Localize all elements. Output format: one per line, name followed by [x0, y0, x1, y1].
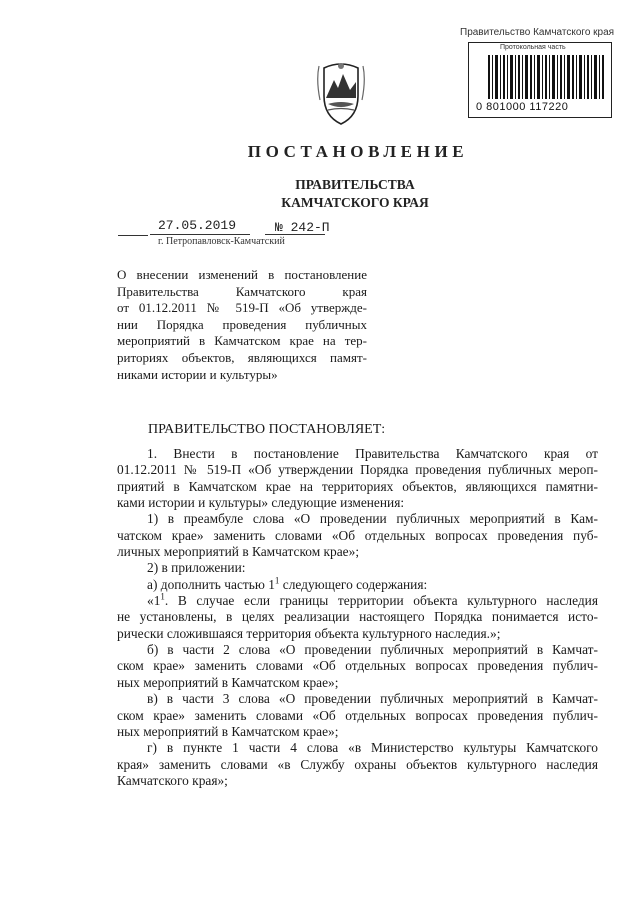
- document-subject: [117, 267, 367, 383]
- body-line: края» заменить словами «в Службу охраны объектов культурного наследия: [117, 756, 598, 772]
- divider: [118, 235, 148, 236]
- stamp-caption: Протокольная часть: [500, 44, 566, 51]
- body-line: чатском крае» заменить словами «Об отдельных вопросах проведения пуб-: [117, 527, 598, 543]
- body-line: в) в части 3 слова «О проведении публичных мероприятий в Камчат-: [147, 691, 598, 707]
- subject-line: риториях объектов, являющихся памят-: [117, 349, 367, 365]
- decree-heading: ПРАВИТЕЛЬСТВО ПОСТАНОВЛЯЕТ:: [148, 422, 386, 437]
- body-line: ных мероприятий в Камчатском крае»;: [117, 723, 339, 739]
- body-line: ском крае» заменить словами «Об отдельных вопросах проведения публич-: [117, 707, 598, 723]
- body-text: . В случае если границы территории объекта культурного наследия: [164, 593, 598, 609]
- barcode-number: 0 801000 117220: [476, 101, 569, 113]
- body-line: личных мероприятий в Камчатском крае»;: [117, 544, 360, 560]
- body-line: Камчатского края»;: [117, 772, 228, 788]
- superscript: 1: [274, 575, 280, 586]
- body-text: а) дополнить частью 1: [147, 576, 275, 592]
- body-line: ском крае» заменить словами «Об отдельных вопросах проведения публич-: [117, 658, 598, 674]
- body-line: 1) в преамбуле слова «О проведении публичных мероприятий в Кам-: [147, 511, 598, 527]
- subject-line: О внесении изменений в постановление: [117, 267, 367, 282]
- body-text: «1: [147, 593, 161, 609]
- body-line: [117, 593, 598, 609]
- government-name: [280, 176, 430, 212]
- city-name: г. Петропавловск-Камчатский: [158, 236, 285, 247]
- subject-line: Правительства Камчатского края: [117, 283, 367, 299]
- body-line: рически сложившаяся территория объекта культурного наследия.»;: [117, 625, 501, 641]
- subject-line: от 01.12.2011 № 519-П «Об утвержде-: [117, 300, 367, 316]
- body-text: следующего содержания:: [279, 576, 428, 592]
- superscript: 1: [160, 591, 165, 602]
- document-title: ПОСТАНОВЛЕНИЕ: [247, 142, 469, 161]
- body-line: г) в пункте 1 части 4 слова «в Министерство культуры Камчатского: [147, 740, 598, 756]
- subject-line: нии Порядка проведения публичных: [117, 316, 367, 332]
- body-line: ных мероприятий в Камчатском крае»;: [117, 674, 339, 690]
- body-line: [117, 577, 598, 593]
- subject-line: мероприятий в Камчатском крае на тер-: [117, 333, 367, 349]
- barcode: [488, 55, 606, 99]
- body-line: 2) в приложении:: [147, 560, 246, 576]
- body-line: приятий в Камчатском крае на территориях объектов, являющихся памятни-: [117, 478, 598, 494]
- body-line: 01.12.2011 № 519-П «Об утверждении Порядка проведения публичных мероп-: [117, 462, 598, 478]
- subject-line: никами истории и культуры»: [117, 366, 278, 382]
- divider: [265, 234, 325, 235]
- government-name-line1: ПРАВИТЕЛЬСТВА: [295, 177, 415, 192]
- body-line: 1. Внести в постановление Правительства Камчатского края от: [147, 446, 598, 461]
- government-label: Правительство Камчатского края: [460, 27, 615, 38]
- body-line: б) в части 2 слова «О проведении публичных мероприятий в Камчат-: [147, 642, 598, 658]
- body-line: ками истории и культуры» следующие изменения:: [117, 495, 405, 511]
- divider: [150, 234, 250, 235]
- coat-of-arms-icon: [316, 60, 366, 126]
- government-name-line2: КАМЧАТСКОГО КРАЯ: [281, 195, 429, 210]
- body-line: не установлены, в целях реализации настоящего Порядка понимается исто-: [117, 609, 598, 625]
- document-date: 27.05.2019: [158, 218, 237, 233]
- document-number: № 242-П: [275, 220, 330, 235]
- document-body: [117, 446, 598, 789]
